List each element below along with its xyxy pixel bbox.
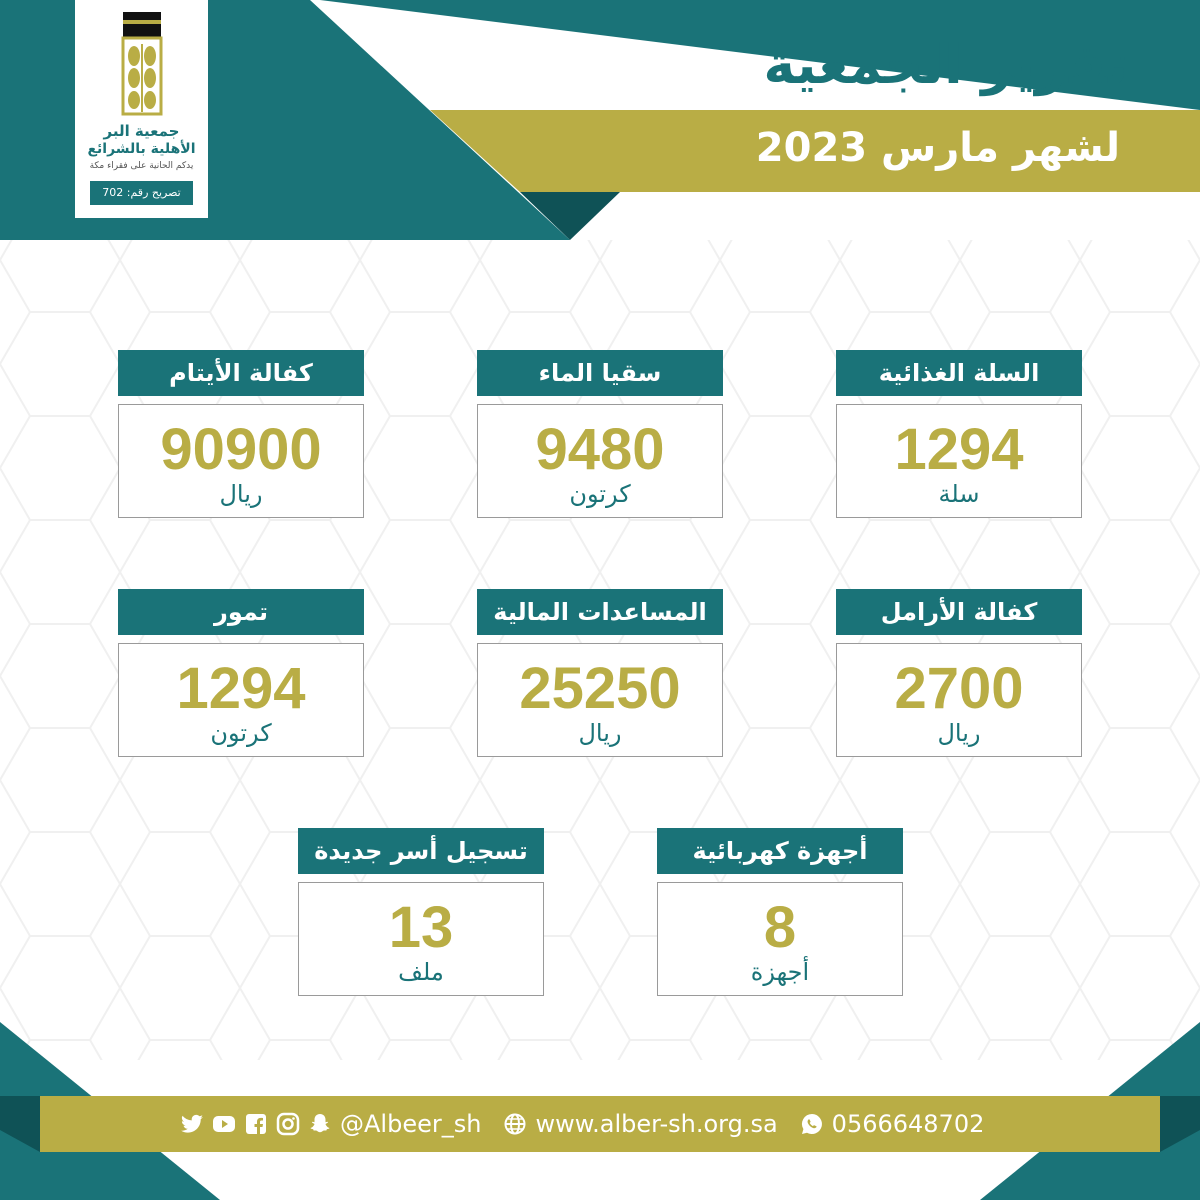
- stat-card-new-families: [298, 828, 544, 998]
- logo-tagline: يدكم الحانية على فقراء مكة: [89, 161, 194, 171]
- stat-box: [836, 643, 1082, 757]
- stat-label: كفالة الأرامل: [836, 589, 1082, 635]
- stat-box: [298, 882, 544, 996]
- stat-card-financial-aid: [477, 589, 723, 759]
- stat-unit: ملف: [398, 958, 444, 986]
- stat-value: 13: [388, 895, 454, 960]
- phone-number[interactable]: 0566648702: [831, 1110, 985, 1138]
- social-handle[interactable]: @Albeer_sh: [340, 1110, 482, 1138]
- stat-label: أجهزة كهربائية: [657, 828, 903, 874]
- website-link[interactable]: www.alber-sh.org.sa: [535, 1110, 778, 1138]
- globe-icon: [503, 1112, 527, 1136]
- stat-card-water: [477, 350, 723, 520]
- stat-card-orphans: [118, 350, 364, 520]
- stat-box: [118, 404, 364, 518]
- whatsapp-icon: [800, 1112, 824, 1136]
- stat-unit: ريال: [937, 719, 981, 747]
- permit-badge: تصريح رقم: 702: [90, 181, 193, 205]
- stat-unit: أجهزة: [750, 958, 810, 986]
- stat-value: 2700: [894, 656, 1024, 721]
- stat-card-appliances: [657, 828, 903, 998]
- page-title: تقرير الجمعية: [763, 33, 1128, 96]
- stat-box: [118, 643, 364, 757]
- stat-value: 90900: [160, 417, 322, 482]
- stat-unit: كرتون: [569, 480, 631, 508]
- stat-card-food-basket: [836, 350, 1082, 520]
- instagram-icon[interactable]: [276, 1112, 300, 1136]
- kaaba-wheat-logo-icon: [117, 12, 167, 118]
- stat-box: [477, 404, 723, 518]
- stat-card-widows: [836, 589, 1082, 759]
- stat-value: 8: [763, 895, 797, 960]
- stat-unit: ريال: [219, 480, 263, 508]
- youtube-icon[interactable]: [212, 1112, 236, 1136]
- page-subtitle: لشهر مارس 2023: [755, 125, 1120, 171]
- facebook-icon[interactable]: [244, 1112, 268, 1136]
- stat-label: تمور: [118, 589, 364, 635]
- stat-label: السلة الغذائية: [836, 350, 1082, 396]
- stat-value: 1294: [176, 656, 306, 721]
- stat-box: [477, 643, 723, 757]
- stat-card-dates: [118, 589, 364, 759]
- stat-label: كفالة الأيتام: [118, 350, 364, 396]
- logo-name-line2: الأهلية بالشرائع: [87, 141, 196, 157]
- stat-box: [657, 882, 903, 996]
- logo-name-line1: جمعية البر: [103, 122, 180, 140]
- snapchat-icon[interactable]: [308, 1112, 332, 1136]
- stat-value: 9480: [535, 417, 665, 482]
- stat-unit: ريال: [578, 719, 622, 747]
- stat-label: المساعدات المالية: [477, 589, 723, 635]
- stat-unit: كرتون: [210, 719, 272, 747]
- organization-logo: [75, 0, 208, 218]
- stat-value: 25250: [519, 656, 681, 721]
- stat-label: سقيا الماء: [477, 350, 723, 396]
- stat-value: 1294: [894, 417, 1024, 482]
- stat-unit: سلة: [938, 480, 980, 508]
- stat-label: تسجيل أسر جديدة: [298, 828, 544, 874]
- twitter-icon[interactable]: [180, 1112, 204, 1136]
- stat-box: [836, 404, 1082, 518]
- footer-contact-bar: [180, 1098, 984, 1150]
